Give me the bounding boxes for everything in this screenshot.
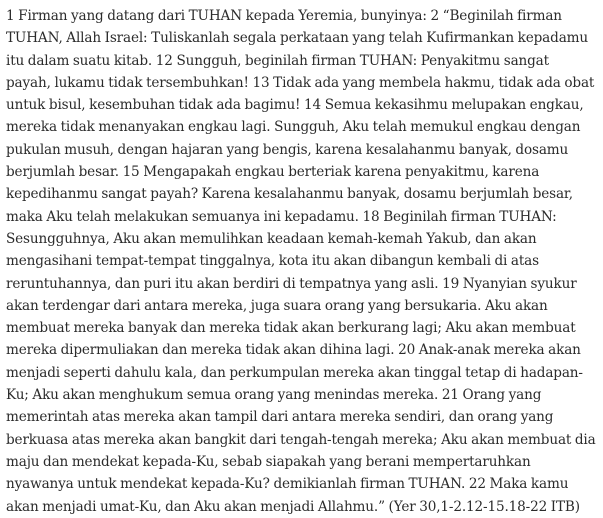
verse-number: 14 — [304, 97, 322, 114]
verse-text: Beginilah firman TUHAN: Sesungguhnya, Aku akan memulihkan keadaan kemah-kemah Yakub, dan akan mengasihani tempat-tempat tinggalnya, kota itu akan dibangun kembali di atas reruntuhannya, dan puri itu akan berdiri di tempatnya yang asli. — [6, 208, 557, 292]
verse-number: 12 — [155, 52, 173, 69]
verse-number: 15 — [122, 164, 140, 181]
verse-text: Firman yang datang dari TUHAN kepada Yeremia, bunyinya: — [18, 8, 427, 24]
verse-text: Mengapakah engkau berteriak karena penyakitmu, karena kepedihanmu sangat payah? Karena kesalahanmu banyak, dosamu berjumlah besar, maka Aku telah melakukan semuanya ini kepadamu. — [6, 164, 573, 225]
verse-text: “Beginilah firman TUHAN, Allah Israel: Tuliskanlah segala perkataan yang telah Kufirmankan kepadamu itu dalam suatu kitab. — [6, 8, 588, 69]
verse-text: Nyanyian syukur akan terdengar dari antara mereka, juga suara orang yang bersukaria. Aku akan membuat mereka banyak dan mereka tidak akan berkurang lagi; Aku akan membuat mereka dipermuliakan dan mereka tidak akan dihina lagi. — [6, 275, 577, 359]
verse-text: Tidak ada yang membela hakmu, tidak ada obat untuk bisul, kesembuhan tidak ada bagimu! — [6, 74, 595, 114]
verse-text: Anak-anak mereka akan menjadi seperti dahulu kala, dan perkumpulan mereka akan tinggal tetap di hadapan-Ku; Aku akan menghukum semua orang yang menindas mereka. — [6, 342, 583, 404]
verse-number: 2 — [430, 8, 439, 24]
verse-text: Maka kamu akan menjadi umat-Ku, dan Aku akan menjadi Allahmu.” — [6, 476, 569, 515]
verse-number: 1 — [6, 8, 15, 24]
verse-text: Orang yang memerintah atas mereka akan tampil dari antara mereka sendiri, dan orang yang berkuasa atas mereka akan bangkit dari tengah-tengah mereka; Aku akan membuat dia maju dan mendekat kepada-Ku, sebab siapakah yang berani mempertaruhkan nyawanya untuk mendekat kepada-Ku? demikianlah firman TUHAN. — [6, 387, 596, 493]
verse-number: 13 — [252, 74, 270, 91]
verse-text: Semua kekasihmu melupakan engkau, mereka tidak menanyakan engkau lagi. Sungguh, Aku telah memukul engkau dengan pukulan musuh, dengan hajaran yang bengis, karena kesalahanmu banyak, dosamu berjumlah besar. — [6, 97, 584, 181]
verse-1 — [6, 8, 430, 24]
verse-number: 20 — [398, 342, 416, 359]
verse-number: 21 — [441, 387, 459, 404]
verse-number: 19 — [442, 275, 460, 292]
verse-number: 18 — [362, 208, 380, 225]
scripture-reference: (Yer 30,1-2.12-15.18-22 ITB) — [388, 498, 580, 515]
verse-number: 22 — [468, 476, 486, 493]
verse-text: Sungguh, beginilah firman TUHAN: Penyakitmu sangat payah, lukamu tidak tersembuhkan! — [6, 52, 549, 91]
